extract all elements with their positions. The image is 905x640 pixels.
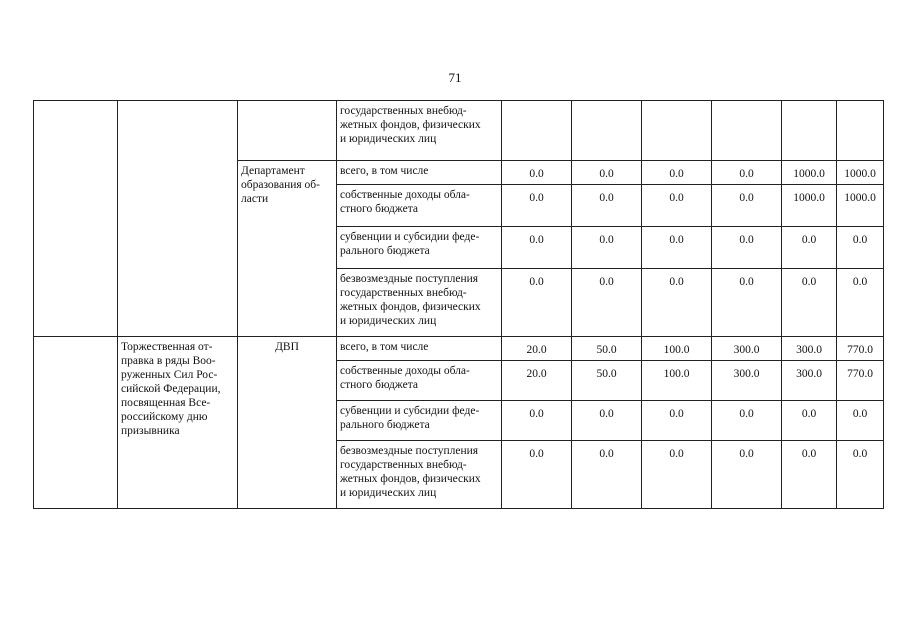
value-cell: 0.0 <box>837 401 884 441</box>
value-cell: 0.0 <box>782 401 837 441</box>
value-cell: 0.0 <box>642 185 712 227</box>
value-cell: 1000.0 <box>837 185 884 227</box>
value-cell: 300.0 <box>712 337 782 361</box>
value-cell: 20.0 <box>502 361 572 401</box>
value-cell: 20.0 <box>502 337 572 361</box>
budget-table <box>33 100 884 509</box>
value-cell: 1000.0 <box>782 185 837 227</box>
value-cell: 50.0 <box>572 361 642 401</box>
funding-source-cell: собственные доходы обла- стного бюджета <box>337 185 502 227</box>
value-cell: 0.0 <box>712 401 782 441</box>
value-cell: 0.0 <box>502 185 572 227</box>
value-cell: 770.0 <box>837 337 884 361</box>
value-cell: 0.0 <box>502 227 572 269</box>
value-cell <box>782 101 837 161</box>
value-cell: 0.0 <box>572 185 642 227</box>
value-cell: 0.0 <box>502 441 572 509</box>
table-row <box>34 101 884 161</box>
value-cell: 0.0 <box>837 227 884 269</box>
value-cell: 0.0 <box>837 441 884 509</box>
funding-source-cell: безвозмездные поступления государственных внебюд- жетных фондов, физических и юридических лиц <box>337 441 502 509</box>
value-cell: 0.0 <box>782 227 837 269</box>
value-cell: 0.0 <box>572 269 642 337</box>
value-cell: 0.0 <box>642 401 712 441</box>
funding-source-cell: субвенции и субсидии феде- рального бюджета <box>337 401 502 441</box>
value-cell: 100.0 <box>642 361 712 401</box>
value-cell: 0.0 <box>642 161 712 185</box>
section-cell <box>34 337 118 509</box>
value-cell: 100.0 <box>642 337 712 361</box>
value-cell <box>837 101 884 161</box>
value-cell: 0.0 <box>642 441 712 509</box>
value-cell: 1000.0 <box>837 161 884 185</box>
value-cell: 0.0 <box>837 269 884 337</box>
value-cell: 1000.0 <box>782 161 837 185</box>
value-cell: 0.0 <box>572 227 642 269</box>
value-cell: 300.0 <box>712 361 782 401</box>
executor-cell: Департамент образования об- ласти <box>238 161 337 337</box>
value-cell: 0.0 <box>712 227 782 269</box>
funding-source-cell: всего, в том числе <box>337 337 502 361</box>
value-cell: 0.0 <box>572 161 642 185</box>
value-cell: 0.0 <box>712 185 782 227</box>
funding-source-cell: всего, в том числе <box>337 161 502 185</box>
value-cell: 0.0 <box>642 269 712 337</box>
value-cell <box>712 101 782 161</box>
funding-source-cell: собственные доходы обла- стного бюджета <box>337 361 502 401</box>
value-cell: 0.0 <box>712 441 782 509</box>
value-cell: 0.0 <box>502 161 572 185</box>
value-cell: 300.0 <box>782 361 837 401</box>
value-cell: 0.0 <box>572 401 642 441</box>
value-cell: 300.0 <box>782 337 837 361</box>
event-cell: Торжественная от- правка в ряды Воо- руженных Сил Рос- сийской Федерации, посвященная Все- российскому дню призывника <box>118 337 238 509</box>
value-cell: 0.0 <box>502 269 572 337</box>
value-cell: 50.0 <box>572 337 642 361</box>
value-cell <box>642 101 712 161</box>
page-number: 71 <box>448 70 462 85</box>
funding-source-cell: безвозмездные поступления государственных внебюд- жетных фондов, физических и юридических лиц <box>337 269 502 337</box>
funding-source-cell: субвенции и субсидии феде- рального бюджета <box>337 227 502 269</box>
value-cell: 770.0 <box>837 361 884 401</box>
value-cell: 0.0 <box>502 401 572 441</box>
value-cell <box>502 101 572 161</box>
value-cell: 0.0 <box>782 269 837 337</box>
value-cell: 0.0 <box>712 161 782 185</box>
executor-cell <box>238 101 337 161</box>
executor-cell: ДВП <box>238 337 337 509</box>
value-cell: 0.0 <box>782 441 837 509</box>
table-row <box>34 337 884 361</box>
value-cell: 0.0 <box>642 227 712 269</box>
value-cell <box>572 101 642 161</box>
event-cell <box>118 101 238 337</box>
value-cell: 0.0 <box>712 269 782 337</box>
funding-source-cell: государственных внебюд- жетных фондов, физических и юридических лиц <box>337 101 502 161</box>
value-cell: 0.0 <box>572 441 642 509</box>
section-cell <box>34 101 118 337</box>
